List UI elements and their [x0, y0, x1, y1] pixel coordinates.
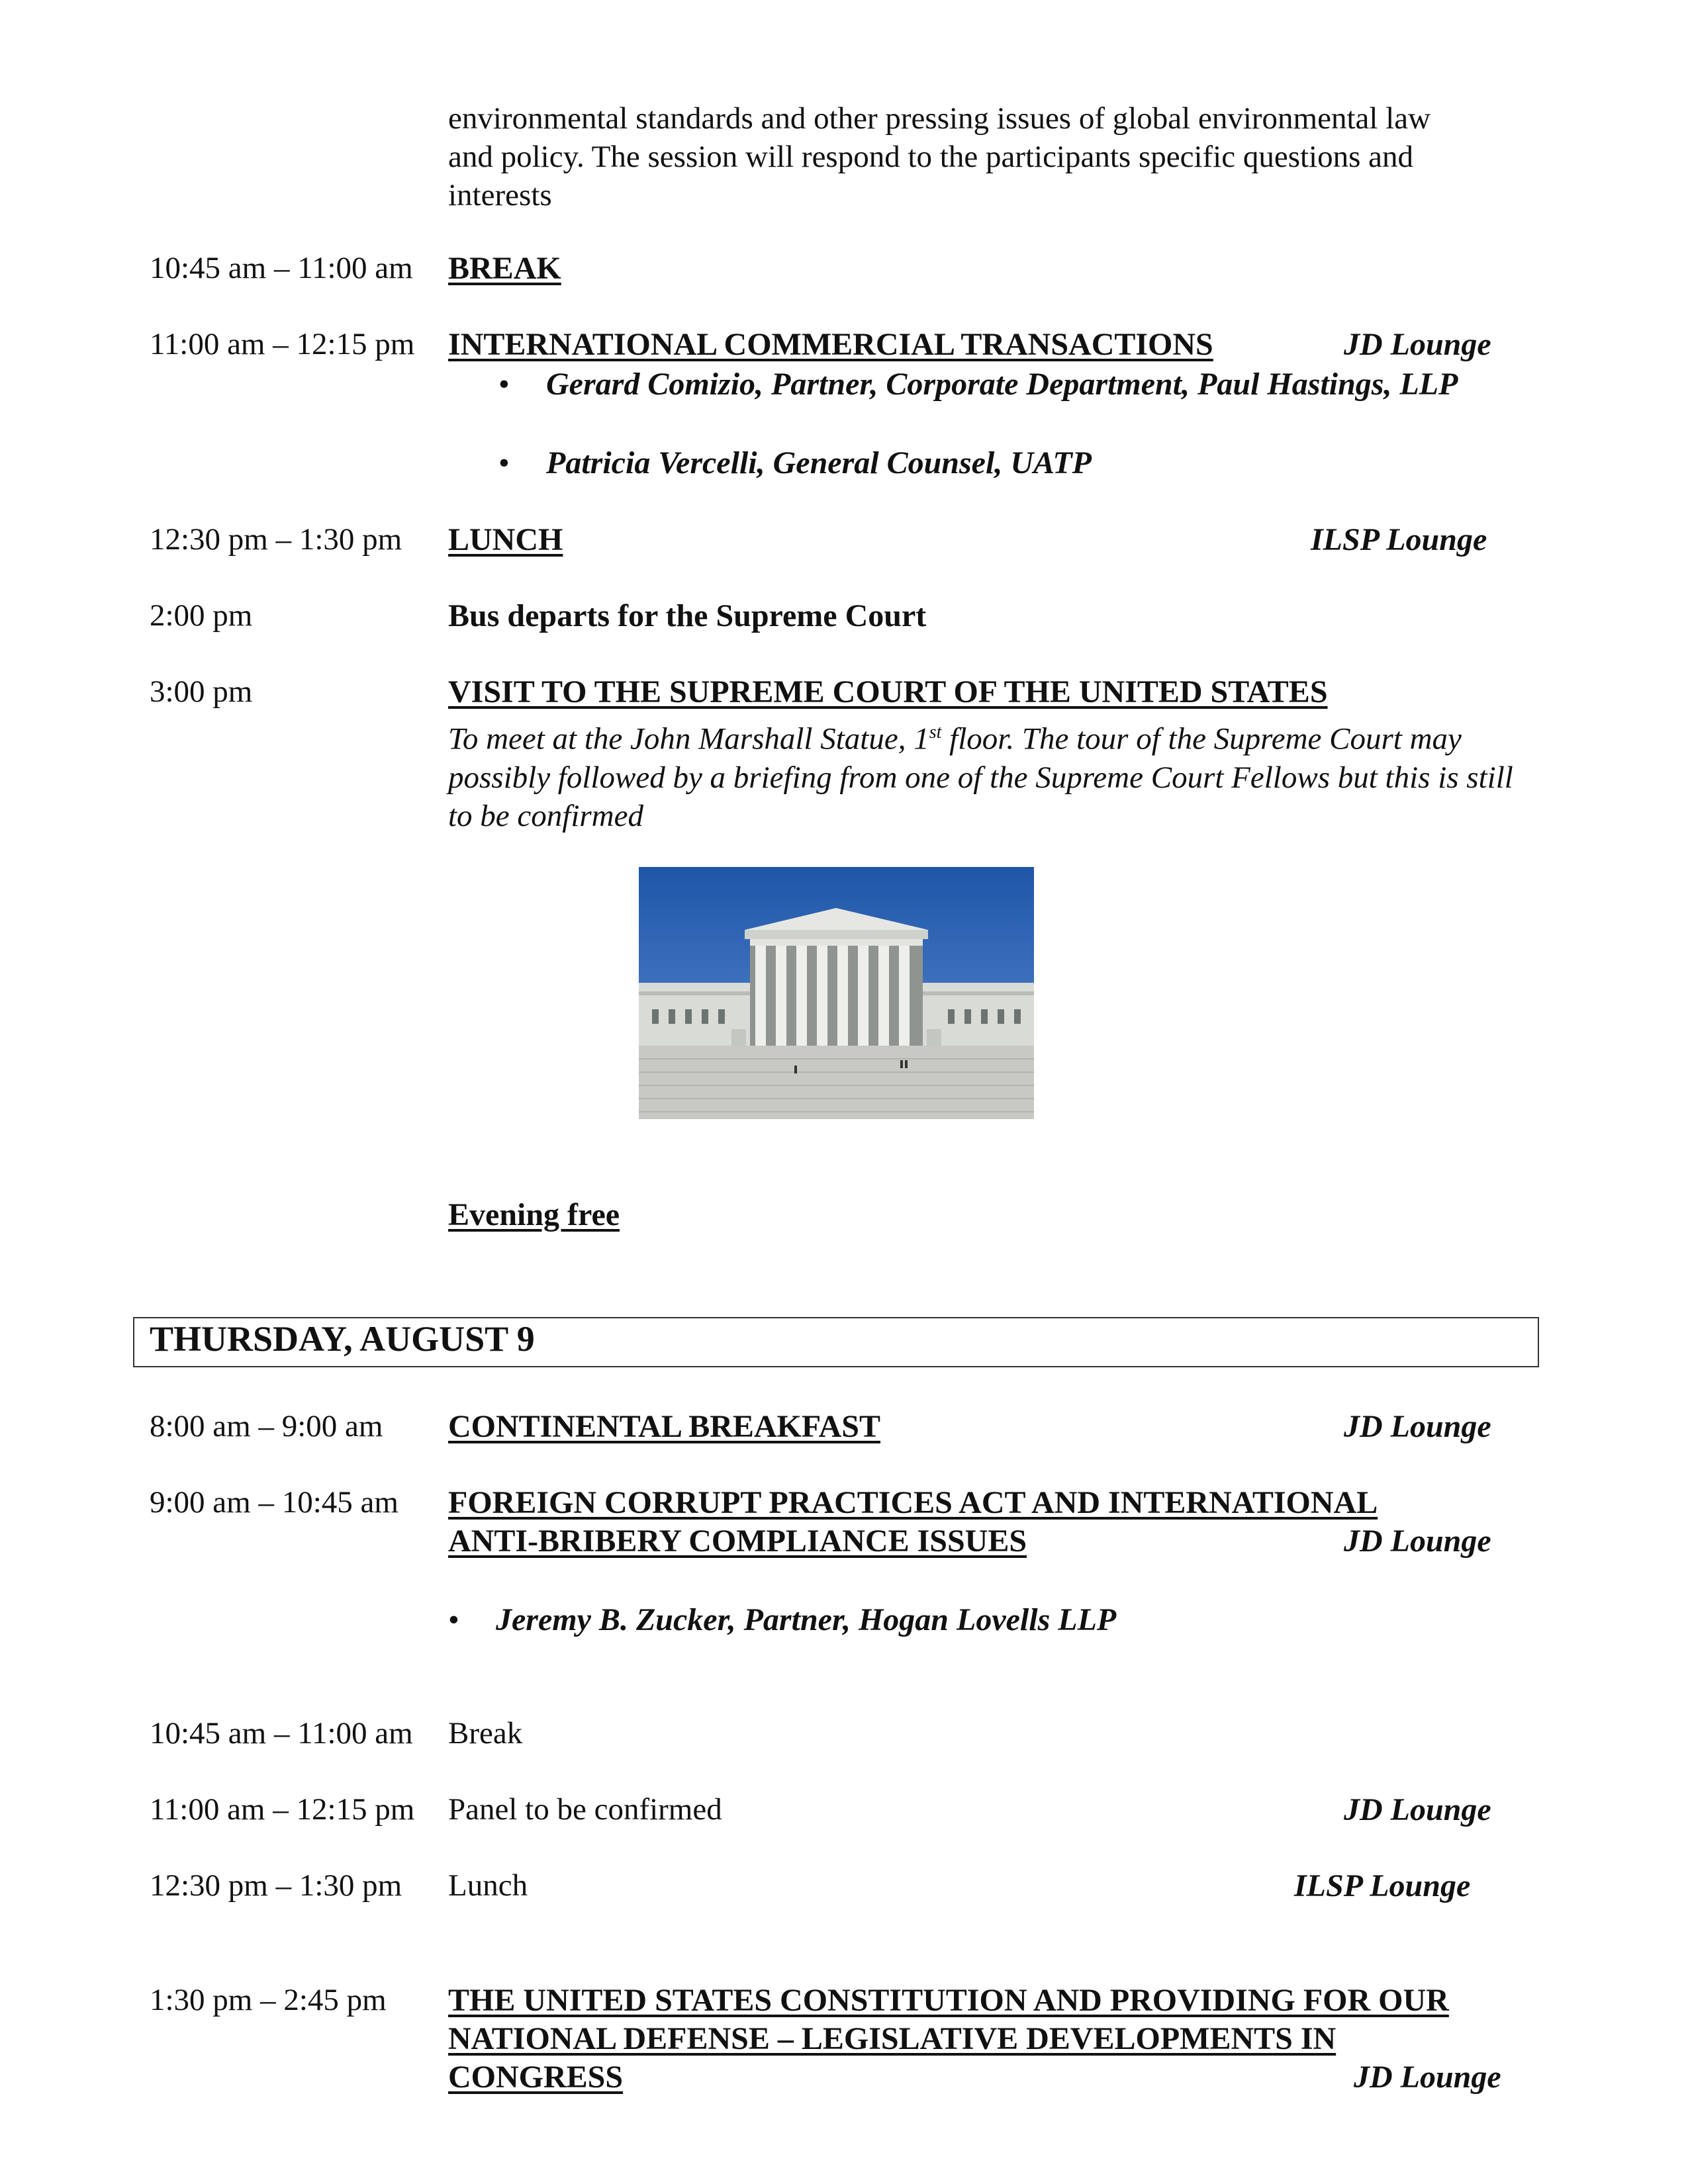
bullet-icon: •	[498, 445, 510, 480]
breakfast-time: 8:00 am – 9:00 am	[150, 1409, 383, 1443]
fcpa-title-line1: FOREIGN CORRUPT PRACTICES ACT AND INTERNATIONAL	[448, 1485, 1378, 1520]
fcpa-title-line2: ANTI-BRIBERY COMPLIANCE ISSUES	[448, 1524, 1027, 1559]
break-time: 10:45 am – 11:00 am	[150, 251, 413, 285]
ict-title: INTERNATIONAL COMMERCIAL TRANSACTIONS	[448, 327, 1213, 362]
visit-title: VISIT TO THE SUPREME COURT OF THE UNITED STATES	[448, 674, 1328, 709]
lunch-title: LUNCH	[448, 522, 563, 557]
speaker-item	[448, 1602, 1116, 1638]
break-title: BREAK	[448, 251, 561, 286]
visit-desc-superscript: st	[929, 722, 942, 743]
panel-title: Panel to be confirmed	[448, 1792, 722, 1827]
constitution-title-line2: NATIONAL DEFENSE – LEGISLATIVE DEVELOPMENTS IN	[448, 2021, 1336, 2056]
constitution-time: 1:30 pm – 2:45 pm	[150, 1983, 387, 2017]
breakfast-title: CONTINENTAL BREAKFAST	[448, 1409, 881, 1444]
intro-line: environmental standards and other pressing issues of global environmental law	[448, 101, 1431, 136]
panel-location: JD Lounge	[1344, 1792, 1491, 1827]
intro-line: and policy. The session will respond to the participants specific questions and	[448, 140, 1414, 174]
speaker-item	[498, 445, 1092, 481]
thu-lunch-location: ILSP Lounge	[1294, 1868, 1471, 1903]
fcpa-location: JD Lounge	[1344, 1524, 1491, 1559]
ict-time: 11:00 am – 12:15 pm	[150, 327, 415, 361]
speaker-name: Jeremy B. Zucker, Partner, Hogan Lovells LLP	[496, 1602, 1117, 1637]
constitution-location: JD Lounge	[1354, 2060, 1501, 2095]
constitution-title-line1: THE UNITED STATES CONSTITUTION AND PROVIDING FOR OUR	[448, 1983, 1449, 2018]
visit-desc-part2: floor. The tour of the Supreme Court may possibly followed by a briefing from one of the Supreme Court Fellows but this is still to be confirmed	[448, 721, 1513, 833]
speaker-name: Patricia Vercelli, General Counsel, UATP	[546, 445, 1092, 480]
thu-lunch-title: Lunch	[448, 1868, 528, 1903]
constitution-title-line3: CONGRESS	[448, 2060, 624, 2095]
thu-lunch-time: 12:30 pm – 1:30 pm	[150, 1868, 402, 1903]
bus-time: 2:00 pm	[150, 598, 253, 633]
intro-paragraph	[448, 99, 1521, 214]
bullet-icon: •	[448, 1602, 459, 1637]
day-heading: THURSDAY, AUGUST 9	[150, 1319, 535, 1359]
ict-location: JD Lounge	[1344, 327, 1491, 362]
lunch-location: ILSP Lounge	[1311, 522, 1487, 557]
intro-line: interests	[448, 178, 552, 212]
visit-time: 3:00 pm	[150, 674, 253, 709]
bullet-icon: •	[498, 367, 510, 402]
panel-time: 11:00 am – 12:15 pm	[150, 1792, 415, 1827]
thu-break-title: Break	[448, 1716, 523, 1751]
speaker-item	[498, 366, 1458, 402]
visit-description	[448, 713, 1521, 835]
lunch-time: 12:30 pm – 1:30 pm	[150, 522, 402, 557]
visit-desc-part1: To meet at the John Marshall Statue, 1	[448, 721, 929, 756]
thu-break-time: 10:45 am – 11:00 am	[150, 1716, 413, 1751]
breakfast-location: JD Lounge	[1344, 1409, 1491, 1444]
supreme-court-photo	[639, 867, 1034, 1119]
speaker-name: Gerard Comizio, Partner, Corporate Department, Paul Hastings, LLP	[546, 367, 1458, 402]
evening-free: Evening free	[448, 1197, 620, 1232]
fcpa-time: 9:00 am – 10:45 am	[150, 1485, 399, 1520]
bus-text: Bus departs for the Supreme Court	[448, 598, 927, 633]
